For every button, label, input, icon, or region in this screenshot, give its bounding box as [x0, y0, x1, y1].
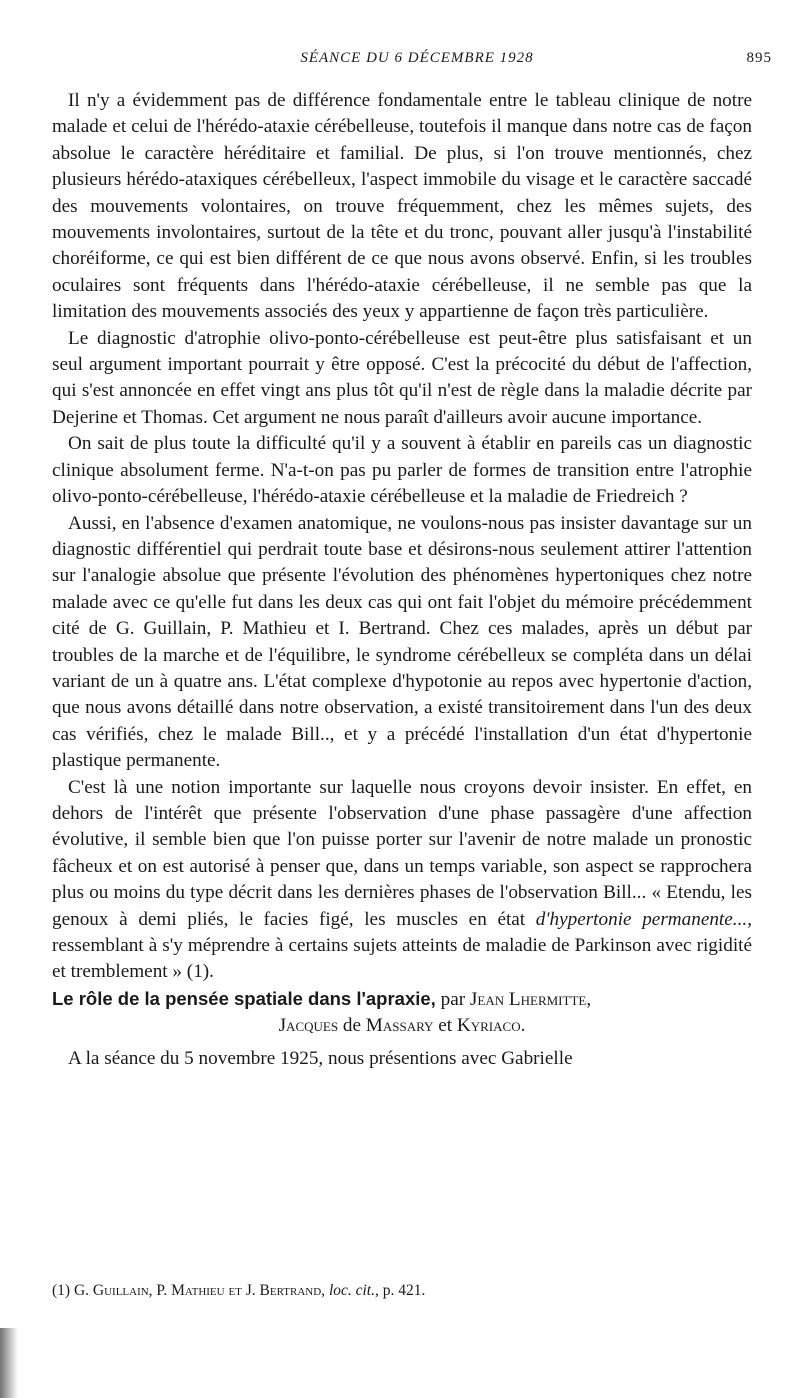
- author-name: Jacques: [278, 1015, 339, 1037]
- scan-edge-shadow: [0, 1328, 18, 1398]
- paragraph: [52, 775, 752, 986]
- author-name: Massary: [365, 1015, 434, 1037]
- body-text: [52, 88, 752, 1072]
- footnote-loc: loc. cit.,: [325, 1282, 379, 1299]
- author-name: Kyriaco.: [456, 1015, 526, 1037]
- footnote-authors: G. Guillain, P. Mathieu et J. Bertrand,: [70, 1282, 326, 1299]
- running-title: SÉANCE DU 6 DÉCEMBRE 1928: [300, 50, 534, 66]
- author-conjunction: et: [433, 1015, 457, 1037]
- paragraph-text: , ressemblant à s'y méprendre à certains sujets atteints de maladie de Parkinson avec rigidité et tremblement » (1).: [52, 908, 752, 983]
- running-header: [56, 50, 778, 76]
- paragraph: Il n'y a évidemment pas de différence fondamentale entre le tableau clinique de notre malade et celui de l'hérédo-ataxie cérébelleuse, toutefois il manque dans notre cas de façon absolue le caractère héréditaire et familial. De plus, si l'on trouve mentionnés, chez plusieurs hérédo-ataxiques cérébelleux, l'aspect immobile du visage et le caractère saccadé des mouvements volontaires, on trouve fréquemment, chez les mêmes sujets, des mouvements involontaires, surtout de la tête et du tronc, pouvant aller jusqu'à l'instabilité choréiforme, ce qui est bien différent de ce que nous avons observé. Enfin, si les troubles oculaires sont fréquents dans l'hérédo-ataxie cérébelleuse, il ne semble pas que la limitation des mouvements associés des yeux y appartienne de façon très particulière.: [52, 90, 752, 323]
- footnote: [52, 1280, 752, 1302]
- paragraph: Le diagnostic d'atrophie olivo-ponto-cérébelleuse est peut-être plus satisfaisant et un seul argument important pourrait y être opposé. C'est la précocité du début de l'affection, qui s'est annoncée en effet vingt ans plus tôt qu'il n'est de règle dans la maladie décrite par Dejerine et Thomas. Cet argument ne nous paraît d'ailleurs avoir aucune importance.: [52, 327, 752, 428]
- authors-line: [52, 1013, 752, 1039]
- italic-quote: d'hypertonie permanente...: [535, 908, 748, 930]
- section-by: par: [435, 988, 470, 1010]
- paragraph: On sait de plus toute la difficulté qu'il y a souvent à établir en pareils cas un diagnostic clinique absolument ferme. N'a-t-on pas pu parler de formes de transition entre l'atrophie olivo-ponto-cérébelleuse, l'hérédo-ataxie cérébelleuse et la maladie de Friedreich ?: [52, 433, 752, 508]
- page-number: 895: [746, 50, 772, 66]
- footnote-marker: (1): [52, 1282, 71, 1299]
- author-particle: de: [338, 1015, 366, 1037]
- author-name: Jean Lhermitte,: [469, 988, 592, 1010]
- paragraph: Aussi, en l'absence d'examen anatomique, ne voulons-nous pas insister davantage sur un diagnostic différentiel qui perdrait toute base et désirons-nous seulement attirer l'attention sur l'analogie absolue que présente l'évolution des phénomènes hypertoniques chez notre malade avec ce qu'elle fut dans les deux cas qui ont fait l'objet du mémoire précédemment cité de G. Guillain, P. Mathieu et I. Bertrand. Chez ces malades, après un début par troubles de la marche et de l'équilibre, le syndrome cérébelleux se compléta dans un délai variant de un à quatre ans. L'état complexe d'hypotonie au repos avec hypertonie d'action, que nous avons détaillé dans notre observation, a existé transitoirement dans l'un des deux cas vérifiés, chez le malade Bill.., et y a précédé l'installation d'un état d'hypertonie plastique permanente.: [52, 512, 752, 772]
- section-title: [52, 986, 752, 1040]
- section-heading: Le rôle de la pensée spatiale dans l'apraxie,: [52, 987, 436, 1009]
- paragraph-text: C'est là une notion importante sur laquelle nous croyons devoir insister. En effet, en dehors de l'intérêt que présente l'observation d'une phase passagère d'une affection évolutive, il semble bien que l'on puisse porter sur l'avenir de notre malade un pronostic fâcheux et on est autorisé à penser que, dans un temps variable, son aspect se rapprochera plus ou moins du type décrit dans les dernières phases de l'observation Bill... « Etendu, les genoux à demi pliés, le facies figé, les muscles en état: [52, 776, 752, 930]
- paragraph: A la séance du 5 novembre 1925, nous présentions avec Gabrielle: [68, 1047, 573, 1069]
- footnote-page: p. 421.: [378, 1282, 426, 1299]
